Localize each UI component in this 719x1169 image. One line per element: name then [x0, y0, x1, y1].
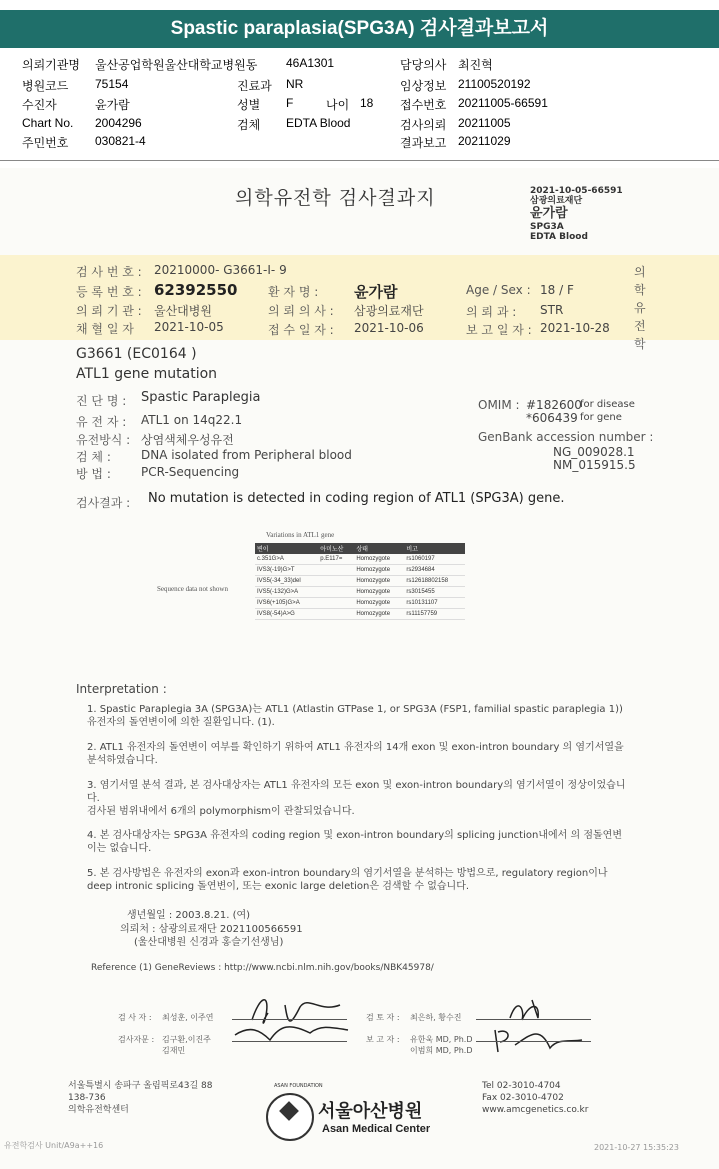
table-cell	[318, 598, 354, 609]
header-sex-value: F	[286, 96, 294, 110]
test-code: G3661 (EC0164 )	[76, 346, 197, 362]
patient-value: 윤가람	[354, 283, 398, 301]
sample-stamp	[530, 186, 623, 242]
signature-line	[476, 1041, 591, 1042]
header-patient-label: 수진자	[22, 98, 57, 112]
header-patient-value: 윤가람	[95, 98, 130, 112]
variations-caption: Variations in ATL1 gene	[266, 531, 335, 539]
signature-line	[232, 1041, 347, 1042]
table-row	[255, 554, 465, 565]
contact-info	[482, 1080, 588, 1116]
advisor-value-2: 김재민	[162, 1046, 186, 1055]
table-cell	[318, 565, 354, 576]
birth-date: 생년월일 : 2003.8.21. (여)	[127, 910, 251, 921]
tester-label: 검 사 자 :	[118, 1013, 152, 1022]
header-chart-value: 2004296	[95, 116, 142, 130]
reporter-value: 유한욱 MD, Ph.D	[410, 1035, 473, 1044]
reporter-label: 보 고 자 :	[366, 1035, 400, 1044]
method-label: 방 법 :	[76, 467, 111, 481]
hospital-name-kr: 서울아산병원	[318, 1101, 423, 1122]
table-cell: rs3015455	[404, 587, 465, 598]
specimen-value: DNA isolated from Peripheral blood	[141, 448, 352, 462]
header-accession-label: 접수번호	[400, 98, 447, 112]
dept-label: 의 뢰 과 :	[466, 305, 517, 319]
genbank-label: GenBank accession number :	[478, 430, 654, 444]
header-age-value: 18	[360, 96, 374, 110]
hospital-address	[68, 1080, 213, 1116]
stamp-line: 2021-10-05-66591	[530, 186, 623, 196]
interp-item-3b: 검사된 범위내에서 6개의 polymorphism이 관찰되었습니다.	[87, 806, 355, 817]
table-cell: IVS6(+105)G>A	[255, 598, 318, 609]
table-row	[255, 576, 465, 587]
table-cell	[318, 587, 354, 598]
header-hospcode-label: 병원코드	[22, 79, 69, 93]
table-row	[255, 598, 465, 609]
omim-label: OMIM :	[478, 398, 520, 412]
diag-label: 진 단 명 :	[76, 394, 127, 408]
genbank-nm: NM_015915.5	[553, 458, 636, 472]
contact-line: Tel 02-3010-4704	[482, 1081, 561, 1091]
reviewer-label: 검 토 자 :	[366, 1013, 400, 1022]
header-sex-label: 성별	[237, 98, 261, 112]
handwritten-signature-tester	[230, 985, 350, 1055]
table-cell: rs2934684	[404, 565, 465, 576]
table-row	[255, 609, 465, 620]
stamp-line: EDTA Blood	[530, 232, 588, 242]
table-cell: IVS8(-54)A>G	[255, 609, 318, 620]
table-cell: IVS3(-19)G>T	[255, 565, 318, 576]
footer-unit: 유전학검사 Unit/A9a++16	[4, 1141, 104, 1150]
header-report-label: 결과보고	[400, 136, 447, 150]
handwritten-signature-reviewer	[470, 990, 590, 1060]
logo-ring-text: ASAN FOUNDATION	[274, 1083, 323, 1089]
table-cell: IVS5(-34_33)del	[255, 576, 318, 587]
table-cell: Homozygote	[354, 565, 404, 576]
header-specimen-value: EDTA Blood	[286, 116, 351, 130]
header-inst-value: 울산공업학원울산대학교병원동	[95, 58, 258, 72]
inherit-label: 유전방식 :	[76, 433, 131, 447]
specimen-label: 검 체 :	[76, 450, 111, 464]
table-header: 상태	[354, 543, 404, 554]
interp-item-5: 5. 본 검사방법은 유전자의 exon과 exon-intron boundary의 염기서열을 분석하는 방법으로, regulatory region이나 deep intronic splicing 돌연변이, 또는 exonic large deletion은 검색할 수 없습니다.	[87, 868, 608, 892]
header-request-label: 검사의뢰	[400, 118, 447, 132]
table-cell: Homozygote	[354, 587, 404, 598]
dept-value: STR	[540, 303, 564, 317]
table-cell: Homozygote	[354, 598, 404, 609]
inst-value: 울산대병원	[154, 304, 212, 318]
address-line: 서울특별시 송파구 올림픽로43길 88	[68, 1081, 213, 1091]
reg-no-label: 등 록 번 호 :	[76, 285, 142, 299]
table-cell	[318, 576, 354, 587]
report-title: 의학유전학 검사결과지	[235, 187, 436, 209]
table-cell: rs10131107	[404, 598, 465, 609]
doctor-label: 의 뢰 의 사 :	[268, 304, 334, 318]
gene-value: ATL1 on 14q22.1	[141, 413, 243, 427]
header-request-value: 20211005	[458, 116, 511, 130]
requester: 의뢰처 : 삼광의료재단 2021100566591	[120, 924, 303, 935]
side-vertical-text: 의학유전학	[634, 265, 646, 351]
header-ssn-label: 주민번호	[22, 136, 69, 150]
requester-note: (울산대병원 신경과 홍슬기선생님)	[134, 937, 284, 948]
footer-timestamp: 2021-10-27 15:35:23	[594, 1143, 679, 1152]
reg-no-value: 62392550	[154, 281, 238, 299]
received-value: 2021-10-06	[354, 321, 424, 335]
agesex-label: Age / Sex :	[466, 283, 531, 297]
table-cell: Homozygote	[354, 576, 404, 587]
tester-value: 최성훈, 이주연	[162, 1013, 214, 1022]
header-doctor-value: 최진혁	[458, 58, 493, 72]
doctor-value: 삼광의료재단	[354, 304, 424, 318]
address-line: 의학유전학센터	[68, 1105, 129, 1115]
header-hospcode-value: 75154	[95, 77, 129, 91]
collect-label: 채 혈 일 자	[76, 322, 134, 336]
table-row	[255, 587, 465, 598]
table-cell: rs12618802158	[404, 576, 465, 587]
table-cell: p.E117=	[318, 554, 354, 565]
agesex-value: 18 / F	[540, 283, 574, 297]
contact-line: www.amcgenetics.co.kr	[482, 1105, 589, 1115]
advisor-label: 검사자문 :	[118, 1035, 155, 1044]
table-header: 아미노산	[318, 543, 354, 554]
header-specimen-label: 검체	[237, 118, 261, 132]
table-cell: Homozygote	[354, 554, 404, 565]
reviewer-value: 최은하, 황수진	[410, 1013, 462, 1022]
stamp-line: 삼광의료재단	[530, 196, 583, 206]
reporter-value-2: 이범희 MD, Ph.D	[410, 1046, 473, 1055]
table-row	[255, 565, 465, 576]
header-dept-label: 진료과	[237, 79, 272, 93]
interpretation-title: Interpretation :	[76, 682, 167, 696]
omim-disease: #182600	[526, 398, 582, 412]
table-cell: IVS5(-132)G>A	[255, 587, 318, 598]
advisor-value: 김구환,이진주	[162, 1035, 211, 1044]
table-cell: rs11157759	[404, 609, 465, 620]
header-report-value: 20211029	[458, 134, 511, 148]
diag-value: Spastic Paraplegia	[141, 390, 261, 405]
address-line: 138-736	[68, 1093, 106, 1103]
interp-item-1: 1. Spastic Paraplegia 3A (SPG3A)는 ATL1 (Atlastin GTPase 1, or SPG3A (FSP1, familial spastic paraplegia 1)) 유전자의 돌연변이에 의한 질환입니다. (1).	[87, 704, 623, 728]
interp-item-4: 4. 본 검사대상자는 SPG3A 유전자의 coding region 및 exon-intron boundary의 splicing junction내에서 의 점돌연변이는 없습니다.	[87, 830, 622, 854]
omim-gene-note: for gene	[580, 412, 622, 423]
stamp-line: SPG3A	[530, 222, 564, 232]
table-cell	[318, 609, 354, 620]
header-age-label: 나이	[326, 98, 350, 112]
exam-no-value: 20210000- G3661-I- 9	[154, 263, 287, 277]
signature-line	[476, 1019, 591, 1020]
inherit-value: 상염색체우성유전	[141, 433, 234, 447]
report-date-label: 보 고 일 자 :	[466, 323, 532, 337]
patient-label: 환 자 명 :	[268, 285, 319, 299]
reference: Reference (1) GeneReviews : http://www.ncbi.nlm.nih.gov/books/NBK45978/	[91, 963, 434, 973]
result-text: No mutation is detected in coding region of ATL1 (SPG3A) gene.	[148, 491, 565, 506]
header-dept-value: NR	[286, 77, 304, 91]
received-label: 접 수 일 자 :	[268, 323, 334, 337]
table-header: 변이	[255, 543, 318, 554]
omim-disease-note: for disease	[580, 399, 635, 410]
sequence-note: Sequence data not shown	[157, 585, 228, 593]
header-clinical-label: 임상정보	[400, 79, 447, 93]
gene-title: ATL1 gene mutation	[76, 366, 218, 382]
header-divider	[0, 160, 719, 161]
table-cell: Homozygote	[354, 609, 404, 620]
table-header: 비고	[404, 543, 465, 554]
table-cell: c.351G>A	[255, 554, 318, 565]
stamp-name: 윤가람	[530, 206, 568, 221]
header-accession-value: 20211005-66591	[458, 96, 548, 110]
inst-label: 의 뢰 기 관 :	[76, 304, 142, 318]
table-cell: rs1060197	[404, 554, 465, 565]
signature-line	[232, 1019, 347, 1020]
gene-label: 유 전 자 :	[76, 415, 127, 429]
interp-item-3: 3. 염기서열 분석 결과, 본 검사대상자는 ATL1 유전자의 모든 exon 및 exon-intron boundary의 염기서열이 정상이었습니다.	[87, 780, 626, 804]
header-doctor-label: 담당의사	[400, 58, 447, 72]
header-chart-label: Chart No.	[22, 116, 74, 130]
method-value: PCR-Sequencing	[141, 465, 240, 479]
header-ssn-value: 030821-4	[95, 134, 146, 148]
genbank-ng: NG_009028.1	[553, 445, 635, 459]
hospital-name-en: Asan Medical Center	[322, 1123, 431, 1135]
collect-value: 2021-10-05	[154, 320, 224, 334]
exam-no-label: 검 사 번 호 :	[76, 265, 142, 279]
header-inst-label: 의뢰기관명	[22, 58, 80, 72]
header-code-value: 46A1301	[286, 56, 335, 70]
variations-table	[255, 543, 465, 620]
omim-gene: *606439	[526, 411, 578, 425]
result-label: 검사결과 :	[76, 496, 131, 510]
report-banner-title: Spastic paraplasia(SPG3A) 검사결과보고서	[0, 10, 719, 48]
report-date-value: 2021-10-28	[540, 321, 610, 335]
contact-line: Fax 02-3010-4702	[482, 1093, 564, 1103]
header-clinical-value: 21100520192	[458, 77, 531, 91]
interp-item-2: 2. ATL1 유전자의 돌연변이 여부를 확인하기 위하여 ATL1 유전자의 14개 exon 및 exon-intron boundary 의 염기서열을 분석하였습니다.	[87, 742, 624, 766]
